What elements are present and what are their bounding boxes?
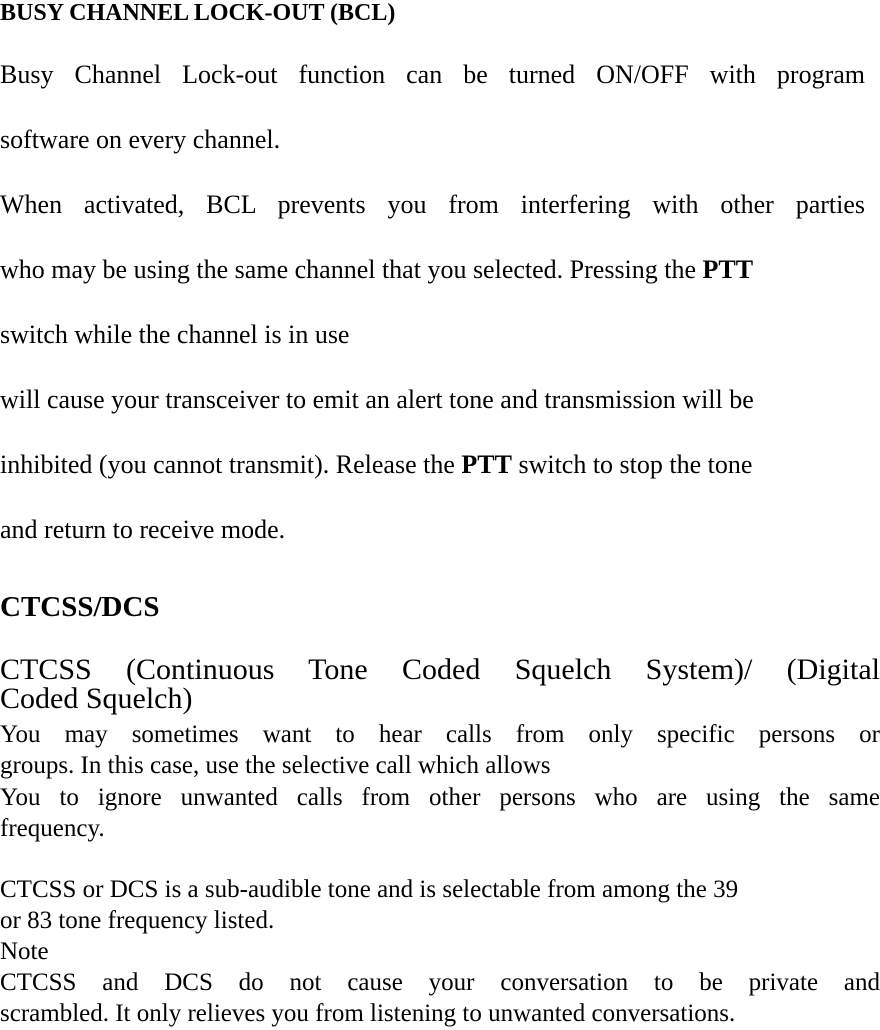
bcl-heading: BUSY CHANNEL LOCK-OUT (BCL) [0,0,396,26]
note-line2: scrambled. It only relieves you from listening to unwanted conversations. [0,1000,736,1027]
note-label: Note [0,938,49,965]
ctcss-para1-line4: frequency. [0,815,105,842]
bcl-para2-line4: will cause your transceiver to emit an alert tone and transmission will be [0,385,754,414]
ctcss-subtitle-line1: CTCSS (Continuous Tone Coded Squelch System)/ (Digital [0,653,880,686]
bcl-para2-line6: and return to receive mode. [0,515,286,544]
ctcss-heading: CTCSS/DCS [0,591,160,623]
bcl-para2-line2 [0,255,753,285]
bcl-para2-line3: switch while the channel is in use [0,320,350,349]
ptt-keyword: PTT [702,255,754,284]
ctcss-subtitle-line2: Coded Squelch) [0,682,193,715]
ctcss-para1-line2: groups. In this case, use the selective call which allows [0,752,551,779]
ctcss-para1-line3: You to ignore unwanted calls from other persons who are using the same [0,784,880,811]
bcl-para2-line2-text: who may be using the same channel that you selected. Pressing the [0,255,703,284]
note-line1: CTCSS and DCS do not cause your conversation to be private and [0,969,880,996]
ctcss-para2-line1: CTCSS or DCS is a sub-audible tone and is selectable from among the 39 [0,876,739,903]
ptt-keyword: PTT [461,450,512,479]
bcl-para2-line5-text-post: switch to stop the tone [511,450,753,479]
bcl-para1-line1: Busy Channel Lock-out function can be turned ON/OFF with program [0,60,865,89]
bcl-para2-line1: When activated, BCL prevents you from interfering with other parties [0,190,865,219]
ctcss-para2-line2: or 83 tone frequency listed. [0,907,275,934]
ctcss-para1-line1: You may sometimes want to hear calls from only specific persons or [0,721,880,748]
bcl-para2-line5 [0,450,752,480]
bcl-para1-line2: software on every channel. [0,125,281,154]
bcl-para2-line5-text-pre: inhibited (you cannot transmit). Release the [0,450,462,479]
